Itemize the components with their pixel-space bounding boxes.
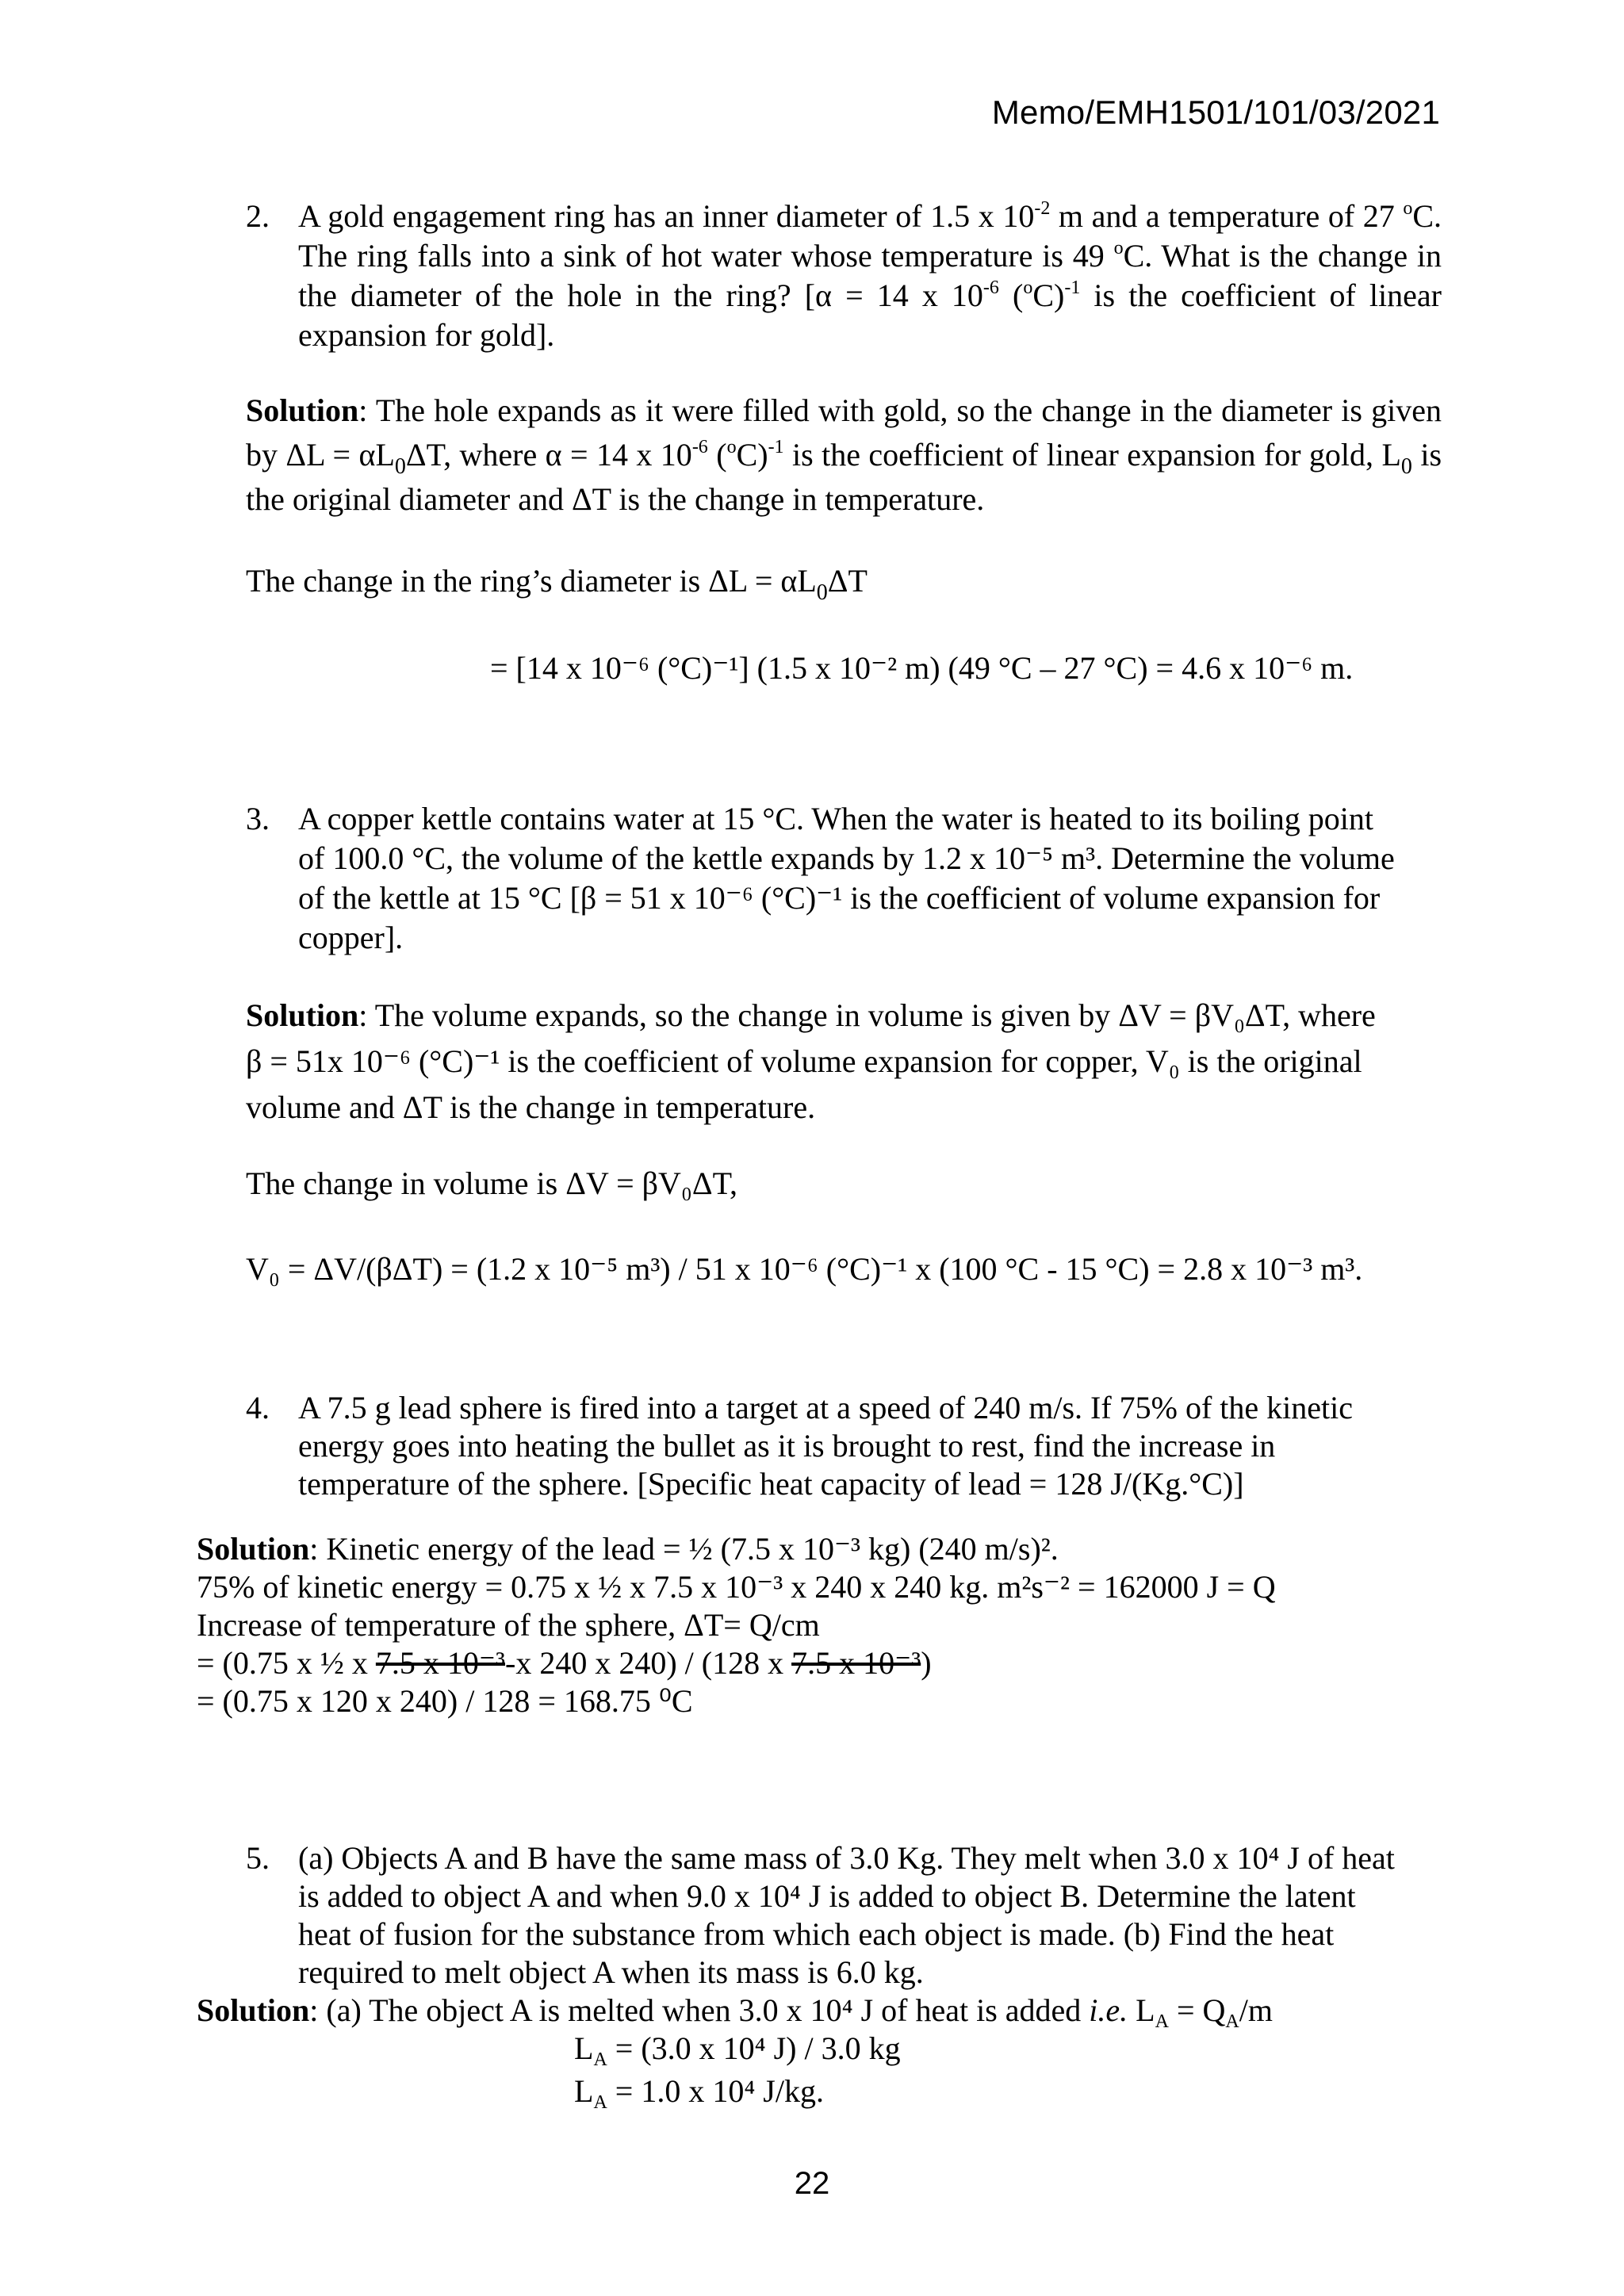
volume-change-statement: The change in volume is ΔV = βV₀ΔT, xyxy=(246,1165,738,1201)
question-4 xyxy=(246,1389,1442,1503)
question-number: 4. xyxy=(246,1390,270,1425)
question-text: A gold engagement ring has an inner diameter of 1.5 x $10^{-2}$ m and a temperature of 27 $^o$C. The ring falls into a sink of hot water whose temperature is 49 $^o$C. What is the change in the diameter of the hole in the ring? [α = 14 x $10^{-6}$ $(^oC)^{-1}$ is the coefficient of linear expansion for gold]. xyxy=(298,198,1442,353)
solution-label: Solution xyxy=(246,997,359,1033)
document-code-header: Memo/EMH1501/101/03/2021 xyxy=(991,94,1440,131)
solution-4: Solution: Kinetic energy of the lead = ½ (7.5 x 10⁻³ kg) (240 m/s)². 75% of kinetic energy = 0.75 x ½ x 7.5 x 10⁻³ x 240 x 240 kg. m²s⁻² = 162000 J = Q Increase of temperature of the sphere, ΔT= Q/cm = (0.75 x ½ x 7.5 x 10⁻³-x 240 x 240) / (128 x 7.5 x 10⁻³) = (0.75 x 120 x 240) / 128 = 168.75 ⁰C xyxy=(197,1531,1276,1719)
page-number: 22 xyxy=(794,2166,830,2201)
solution-2: Solution: The hole expands as it were filled with gold, so the change in the diameter is given by $\Delta L = \alpha L_0\Delta T$, where α = 14 x $10^{-6}$ $(^oC)^{-1}$ is the coefficient of linear expansion for gold, $L_0$ is the original diameter and ΔT is the change in temperature. xyxy=(246,392,1442,517)
solution-label: Solution xyxy=(246,392,359,428)
solution-3: Solution: The volume expands, so the change in volume is given by ΔV = βV₀ΔT, where β = 51x 10⁻⁶ (°C)⁻¹ is the coefficient of volume expansion for copper, V₀ is the original volume and ΔT is the change in temperature. xyxy=(246,997,1376,1125)
cancelled-term: 7.5 x 10⁻³ xyxy=(375,1645,505,1681)
cancelled-term: 7.5 x 10⁻³ xyxy=(791,1645,921,1681)
question-number: 3. xyxy=(246,801,270,836)
question-number: 2. xyxy=(246,198,270,234)
solution-5: Solution: (a) The object A is melted when 3.0 x 10⁴ J of heat is added i.e. $L_A = Q_A/m$ xyxy=(197,1992,1273,2032)
question-number: 5. xyxy=(246,1840,270,1876)
question-3 xyxy=(246,799,1442,958)
question-2 xyxy=(246,197,1442,355)
solution-label: Solution xyxy=(197,1531,310,1567)
question-text: A copper kettle contains water at 15 °C. When the water is heated to its boiling point of 100.0 °C, the volume of the kettle expands by 1.2 x 10⁻⁵ m³. Determine the volume of the kettle at 15 °C [β = 51 x 10⁻⁶ (°C)⁻¹ is the coefficient of volume expansion for copper]. xyxy=(298,801,1395,955)
question-text: (a) Objects A and B have the same mass of 3.0 Kg. They melt when 3.0 x 10⁴ J of heat is added to object A and when 9.0 x 10⁴ J is added to object B. Determine the latent heat of fusion for the substance from which each object is made. (b) Find the heat required to melt object A when its mass is 6.0 kg. xyxy=(298,1840,1395,1990)
solution-label: Solution xyxy=(197,1992,310,2028)
volume-calculation: V₀ = ΔV/(βΔT) = (1.2 x 10⁻⁵ m³) / 51 x 10⁻⁶ (°C)⁻¹ x (100 °C - 15 °C) = 2.8 x 10⁻³ m³. xyxy=(246,1251,1363,1287)
question-text: A 7.5 g lead sphere is fired into a target at a speed of 240 m/s. If 75% of the kinetic energy goes into heating the bullet as it is brought to rest, find the increase in temperature of the sphere. [Specific heat capacity of lead = 128 J/(Kg.°C)] xyxy=(298,1390,1353,1502)
latent-heat-calculation: $L_A = (3.0$ x 10⁴ J) / 3.0 kg $L_A = 1.0$ x 10⁴ J/kg. xyxy=(574,2030,901,2113)
ring-change-statement: The change in the ring’s diameter is $\Delta L = \alpha L_0\Delta T$ xyxy=(246,563,868,605)
ring-change-calculation: = [14 x 10⁻⁶ (°C)⁻¹] (1.5 x 10⁻² m) (49 °C – 27 °C) = 4.6 x 10⁻⁶ m. xyxy=(490,650,1354,686)
question-5 xyxy=(246,1839,1442,1992)
